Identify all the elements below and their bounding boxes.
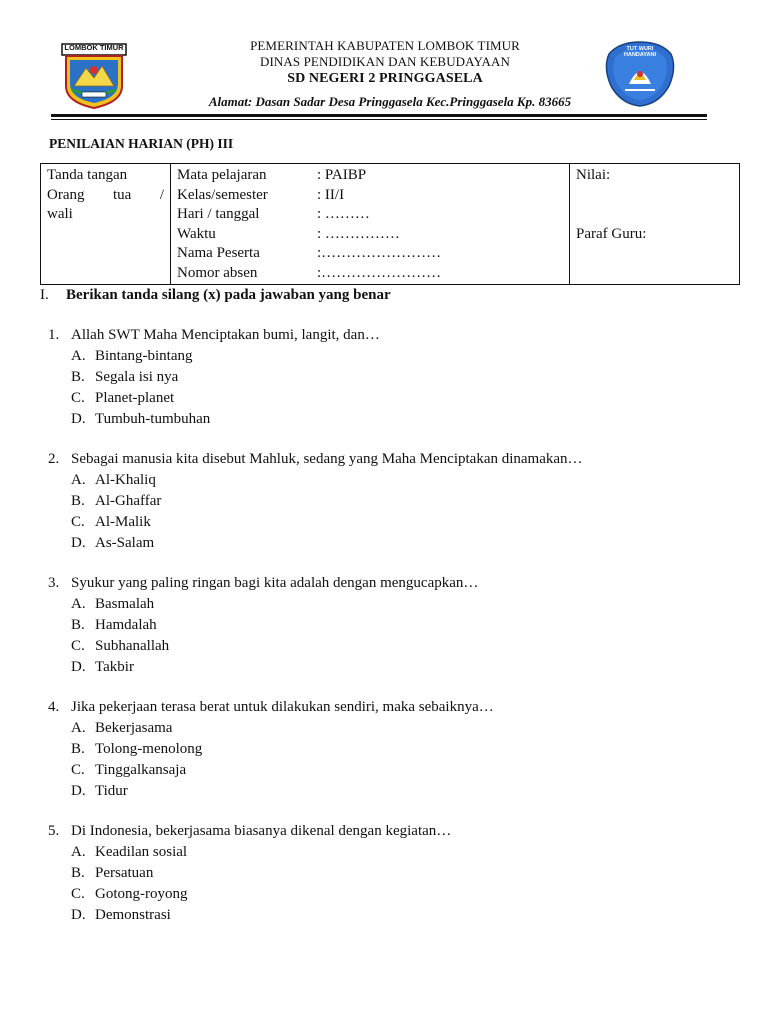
- option-letter: A.: [71, 844, 86, 860]
- question-item: [48, 449, 748, 554]
- wali-line: [47, 186, 164, 206]
- answer-option: [71, 533, 748, 554]
- option-letter: C.: [71, 638, 85, 654]
- lombok-timur-logo: [60, 42, 128, 110]
- option-text: Segala isi nya: [95, 369, 179, 385]
- answer-option: [71, 367, 748, 388]
- answer-option: [71, 615, 748, 636]
- option-text: Bekerjasama: [95, 720, 173, 736]
- option-list: [48, 594, 748, 678]
- option-list: [48, 346, 748, 430]
- info-table: [40, 163, 740, 285]
- field-absence-number: [177, 264, 441, 284]
- header-department: DINAS PENDIDIKAN DAN KEBUDAYAAN: [260, 54, 510, 69]
- question-line: [48, 449, 748, 470]
- answer-option: [71, 739, 748, 760]
- answer-option: [71, 718, 748, 739]
- field-subject: [177, 166, 441, 186]
- header-school-name: SD NEGERI 2 PRINGGASELA: [287, 71, 483, 86]
- option-letter: B.: [71, 369, 85, 385]
- header-rule-thick: [51, 114, 707, 117]
- question-item: [48, 325, 748, 430]
- option-letter: B.: [71, 493, 85, 509]
- question-text: Sebagai manusia kita disebut Mahluk, sedang yang Maha Menciptakan dinamakan…: [71, 451, 583, 467]
- exam-title: PENILAIAN HARIAN (PH) III: [49, 136, 234, 151]
- answer-option: [71, 388, 748, 409]
- option-text: Takbir: [95, 659, 134, 675]
- field-label: Hari / tanggal: [177, 206, 260, 222]
- field-value: : PAIBP: [317, 167, 367, 183]
- field-value: :……………………: [317, 245, 442, 261]
- section-instruction: Berikan tanda silang (x) pada jawaban yang benar: [66, 287, 391, 303]
- table-divider: [569, 164, 570, 284]
- option-letter: D.: [71, 411, 86, 427]
- parent-signature-cell: [47, 166, 164, 225]
- option-letter: D.: [71, 659, 86, 675]
- option-text: Al-Khaliq: [95, 472, 156, 488]
- option-text: Demonstrasi: [95, 907, 171, 923]
- answer-option: [71, 491, 748, 512]
- option-list: [48, 718, 748, 802]
- question-text: Syukur yang paling ringan bagi kita adalah dengan mengucapkan…: [71, 575, 479, 591]
- question-line: [48, 325, 748, 346]
- field-label: Nama Peserta: [177, 245, 260, 261]
- option-text: Tinggalkansaja: [95, 762, 187, 778]
- field-label: Waktu: [177, 225, 216, 242]
- wali-line: Tanda tangan: [47, 167, 128, 183]
- question-number: 1.: [48, 327, 60, 343]
- field-value: :……………………: [317, 264, 442, 281]
- answer-option: [71, 781, 748, 802]
- option-letter: A.: [71, 472, 86, 488]
- answer-option: [71, 884, 748, 905]
- question-line: [48, 573, 748, 594]
- question-number: 5.: [48, 823, 60, 839]
- score-label: Nilai:: [576, 167, 611, 183]
- section-number: I.: [40, 287, 49, 303]
- answer-option: [71, 636, 748, 657]
- answer-option: [71, 863, 748, 884]
- question-item: [48, 573, 748, 678]
- field-label: Mata pelajaran: [177, 167, 267, 183]
- field-class-semester: [177, 186, 441, 206]
- option-text: Basmalah: [95, 596, 155, 612]
- option-text: Subhanallah: [95, 638, 170, 654]
- table-divider: [170, 164, 171, 284]
- exam-info-fields: [177, 166, 441, 283]
- option-letter: D.: [71, 907, 86, 923]
- option-text: Persatuan: [95, 865, 154, 881]
- field-value: : II/I: [317, 186, 345, 203]
- question-number: 2.: [48, 451, 60, 467]
- answer-option: [71, 760, 748, 781]
- option-text: Gotong-royong: [95, 886, 188, 902]
- question-item: [48, 821, 748, 926]
- field-student-name: [177, 244, 441, 264]
- option-text: Keadilan sosial: [95, 844, 188, 860]
- option-list: [48, 470, 748, 554]
- question-list: [48, 325, 748, 945]
- question-line: [48, 697, 748, 718]
- answer-option: [71, 512, 748, 533]
- option-letter: A.: [71, 720, 86, 736]
- option-text: Tolong-menolong: [95, 741, 203, 757]
- answer-option: [71, 905, 748, 926]
- field-day-date: [177, 205, 441, 225]
- section-heading: [40, 287, 391, 304]
- logo-left-label: LOMBOK TIMUR: [64, 43, 124, 52]
- option-text: Al-Ghaffar: [95, 493, 162, 509]
- answer-option: [71, 409, 748, 430]
- option-letter: C.: [71, 390, 85, 406]
- option-text: As-Salam: [95, 535, 155, 551]
- option-letter: A.: [71, 596, 86, 612]
- option-letter: B.: [71, 617, 85, 633]
- question-line: [48, 821, 748, 842]
- option-text: Al-Malik: [95, 514, 151, 530]
- option-text: Tumbuh-tumbuhan: [95, 411, 211, 427]
- question-text: Di Indonesia, bekerjasama biasanya dikenal dengan kegiatan…: [71, 823, 452, 839]
- question-number: 4.: [48, 699, 60, 715]
- question-text: Allah SWT Maha Menciptakan bumi, langit, dan…: [71, 327, 380, 343]
- option-letter: C.: [71, 886, 85, 902]
- field-time: [177, 225, 441, 245]
- option-letter: B.: [71, 741, 85, 757]
- wali-line: wali: [47, 206, 73, 222]
- answer-option: [71, 346, 748, 367]
- field-value: : ……………: [317, 225, 400, 242]
- letterhead: [150, 38, 620, 87]
- logo-right-label: TUT WURI HANDAYANI: [624, 46, 656, 58]
- field-value: : ………: [317, 206, 370, 222]
- field-label: Nomor absen: [177, 264, 258, 281]
- answer-option: [71, 842, 748, 863]
- wali-word: Orang: [47, 186, 85, 203]
- header-address: Alamat: Dasan Sadar Desa Pringgasela Kec.Pringgasela Kp. 83665: [208, 94, 572, 109]
- option-letter: B.: [71, 865, 85, 881]
- option-letter: C.: [71, 514, 85, 530]
- question-item: [48, 697, 748, 802]
- wali-word: tua: [113, 186, 132, 203]
- option-text: Bintang-bintang: [95, 348, 193, 364]
- header-rule-thin: [51, 119, 707, 120]
- header-government: PEMERINTAH KABUPATEN LOMBOK TIMUR: [250, 38, 520, 53]
- answer-option: [71, 657, 748, 678]
- option-text: Planet-planet: [95, 390, 175, 406]
- question-number: 3.: [48, 575, 60, 591]
- answer-option: [71, 594, 748, 615]
- wali-word: /: [159, 186, 164, 203]
- question-text: Jika pekerjaan terasa berat untuk dilakukan sendiri, maka sebaiknya…: [71, 699, 494, 715]
- option-letter: C.: [71, 762, 85, 778]
- answer-option: [71, 470, 748, 491]
- option-text: Tidur: [95, 783, 128, 799]
- option-text: Hamdalah: [95, 617, 157, 633]
- field-label: Kelas/semester: [177, 186, 268, 203]
- option-letter: D.: [71, 535, 86, 551]
- option-letter: D.: [71, 783, 86, 799]
- option-letter: A.: [71, 348, 86, 364]
- teacher-signature-label: Paraf Guru:: [576, 226, 647, 242]
- option-list: [48, 842, 748, 926]
